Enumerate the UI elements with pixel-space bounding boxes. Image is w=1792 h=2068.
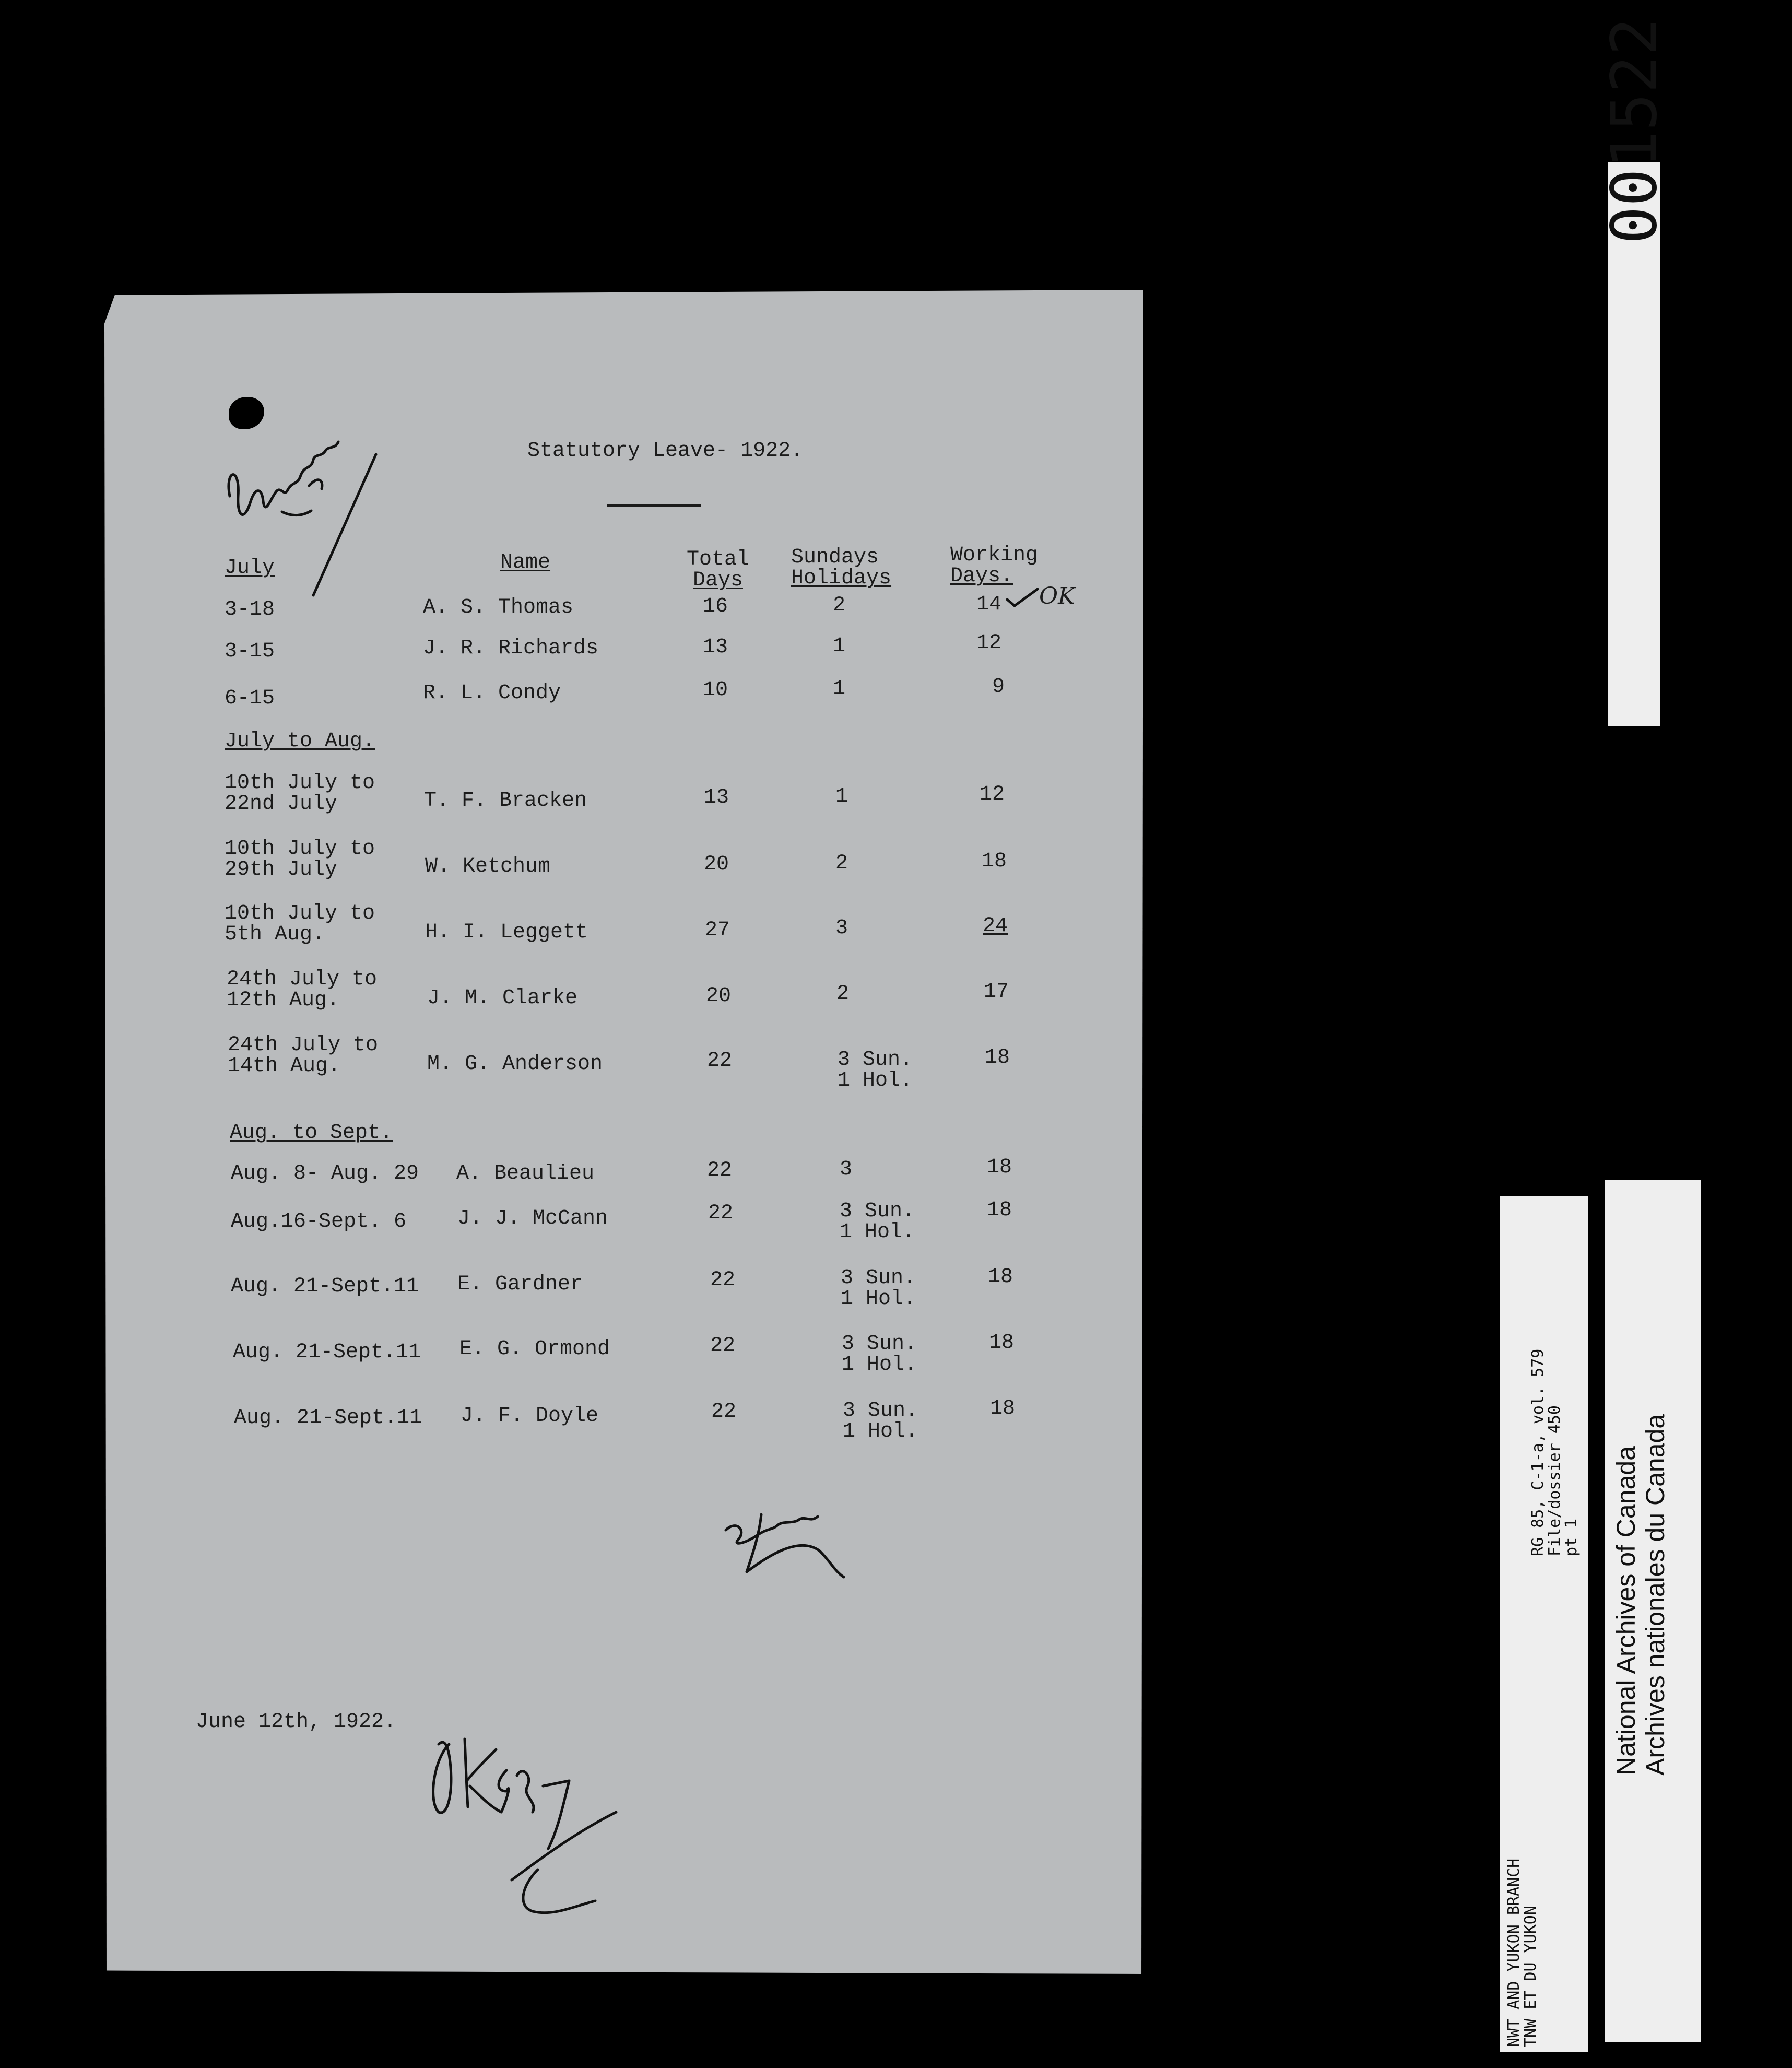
row-period: Aug. 21-Sept.11 bbox=[233, 1341, 421, 1364]
branch-label: NWT AND YUKON BRANCH TNW ET DU YUKON bbox=[1505, 1858, 1540, 2047]
row-name: J. M. Clarke bbox=[427, 986, 578, 1010]
row-period: 10th July to 22nd July bbox=[225, 771, 375, 816]
row-name: H. I. Leggett bbox=[425, 921, 588, 944]
row-working: 14 bbox=[976, 593, 1002, 616]
row-working: 18 bbox=[987, 1156, 1012, 1179]
row-name: E. Gardner bbox=[457, 1273, 583, 1296]
row-name: J. F. Doyle bbox=[461, 1404, 599, 1428]
handwritten-ok-signature bbox=[418, 1723, 642, 1932]
archival-reference: RG 85, C-1-a, vol. 579 File/dossier 450 pt 1 bbox=[1529, 1348, 1581, 1556]
row-name: E. G. Ormond bbox=[459, 1337, 610, 1361]
document-title: Statutory Leave- 1922. bbox=[527, 439, 804, 463]
row-sundays: 3 bbox=[840, 1158, 853, 1181]
archives-name: National Archives of Canada Archives nationales du Canada bbox=[1611, 1414, 1670, 1776]
row-working: 12 bbox=[980, 783, 1005, 806]
row-sundays: 3 Sun. 1 Hol. bbox=[838, 1048, 913, 1092]
check-mark-icon bbox=[1005, 585, 1042, 611]
row-total: 16 bbox=[702, 595, 728, 618]
row-name: J. R. Richards bbox=[423, 637, 599, 660]
row-sundays: 2 bbox=[836, 982, 850, 1006]
row-period: 24th July to 12th Aug. bbox=[227, 968, 378, 1012]
title-rule bbox=[607, 504, 701, 507]
row-sundays: 3 Sun. 1 Hol. bbox=[840, 1200, 915, 1244]
row-name: R. L. Condy bbox=[423, 682, 561, 705]
row-period: 3-15 bbox=[225, 640, 275, 663]
row-working: 17 bbox=[984, 980, 1009, 1004]
row-total: 22 bbox=[708, 1202, 733, 1225]
row-total: 22 bbox=[706, 1159, 732, 1182]
row-total: 22 bbox=[710, 1268, 735, 1292]
row-total: 22 bbox=[710, 1334, 735, 1358]
row-sundays: 3 Sun. 1 Hol. bbox=[841, 1266, 916, 1311]
row-name: M. G. Anderson bbox=[427, 1052, 603, 1076]
row-total: 22 bbox=[711, 1400, 736, 1424]
row-period: 3-18 bbox=[225, 598, 275, 621]
row-period: Aug.16-Sept. 6 bbox=[231, 1210, 407, 1233]
row-period: Aug. 8- Aug. 29 bbox=[231, 1162, 419, 1185]
frame-number: 001522 bbox=[1598, 18, 1671, 244]
handwritten-initials-middle bbox=[715, 1494, 856, 1582]
document-date: June 12th, 1922. bbox=[196, 1710, 397, 1734]
row-working: 18 bbox=[985, 1046, 1010, 1070]
row-working: 12 bbox=[976, 631, 1002, 655]
row-working: 18 bbox=[989, 1331, 1015, 1355]
header-working-days: Working Days. bbox=[950, 544, 1039, 588]
row-sundays: 2 bbox=[835, 852, 848, 875]
handwritten-ok: OK bbox=[1039, 583, 1075, 609]
row-sundays: 3 Sun. 1 Hol. bbox=[843, 1399, 918, 1443]
row-total: 20 bbox=[703, 853, 729, 876]
row-total: 20 bbox=[705, 984, 731, 1008]
row-total: 10 bbox=[702, 678, 728, 702]
row-working: 9 bbox=[992, 675, 1005, 699]
row-working: 18 bbox=[987, 1198, 1012, 1222]
row-period: Aug. 21-Sept.11 bbox=[234, 1406, 422, 1430]
row-name: W. Ketchum bbox=[425, 855, 551, 878]
row-working: 18 bbox=[988, 1265, 1013, 1289]
row-working: 18 bbox=[990, 1397, 1016, 1420]
header-sundays-holidays: Sundays Holidays bbox=[791, 546, 892, 590]
row-period: Aug. 21-Sept.11 bbox=[231, 1275, 419, 1298]
row-sundays: 1 bbox=[833, 634, 846, 658]
row-period: 6-15 bbox=[225, 687, 275, 710]
header-name: Name bbox=[500, 551, 551, 574]
row-total: 13 bbox=[703, 786, 729, 809]
handwritten-initials-top bbox=[219, 439, 397, 611]
row-sundays: 1 bbox=[835, 785, 848, 808]
row-sundays: 2 bbox=[833, 594, 846, 617]
header-period: July bbox=[225, 556, 275, 580]
row-name: T. F. Bracken bbox=[424, 789, 587, 813]
row-total: 22 bbox=[706, 1049, 732, 1073]
row-sundays: 3 Sun. 1 Hol. bbox=[842, 1332, 917, 1377]
row-name: J. J. McCann bbox=[457, 1207, 608, 1230]
row-name: A. Beaulieu bbox=[456, 1162, 595, 1185]
row-sundays: 3 bbox=[835, 916, 848, 940]
header-total-days: Total Days bbox=[686, 548, 750, 592]
row-working: 24 bbox=[983, 914, 1008, 938]
row-total: 13 bbox=[702, 636, 728, 659]
section-july-aug: July to Aug. bbox=[225, 730, 375, 753]
row-name: A. S. Thomas bbox=[423, 596, 574, 619]
row-period: 24th July to 14th Aug. bbox=[228, 1033, 379, 1078]
row-total: 27 bbox=[704, 919, 730, 942]
section-aug-sept: Aug. to Sept. bbox=[230, 1121, 393, 1145]
row-period: 10th July to 5th Aug. bbox=[225, 902, 375, 946]
row-working: 18 bbox=[982, 850, 1007, 873]
row-sundays: 1 bbox=[833, 677, 846, 701]
row-period: 10th July to 29th July bbox=[225, 837, 375, 882]
